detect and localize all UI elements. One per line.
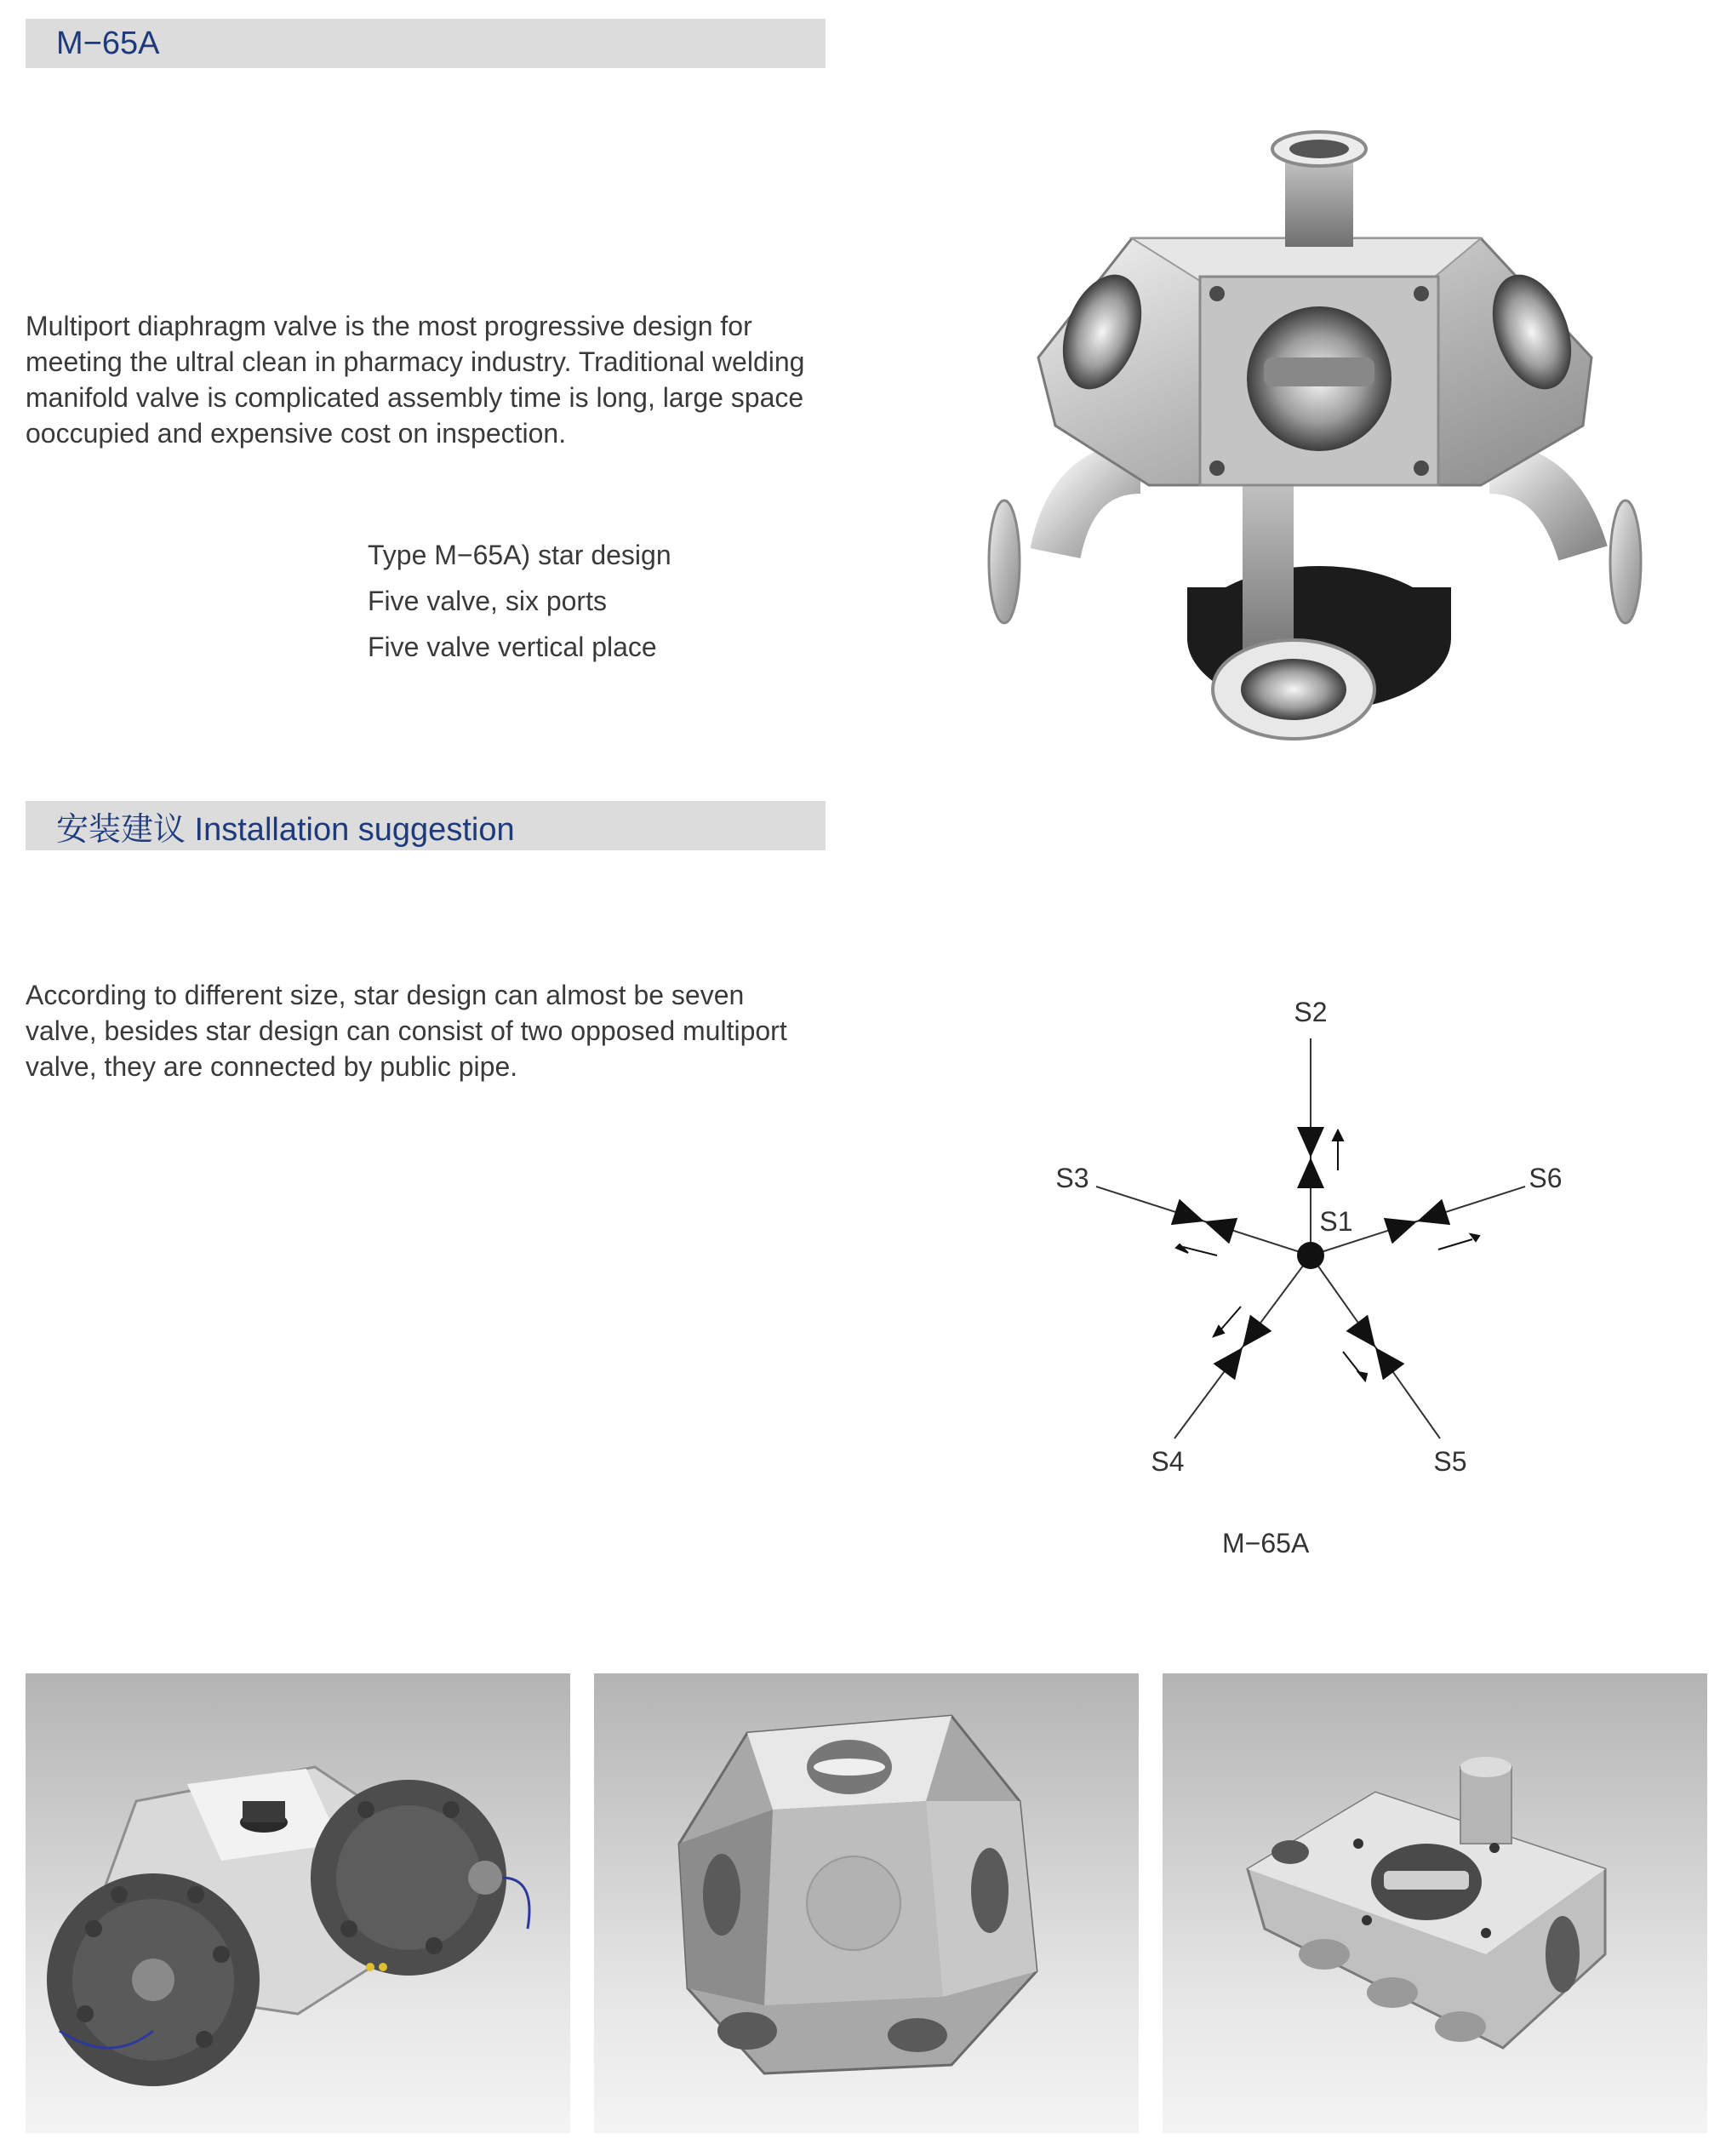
section-header-installation bbox=[26, 801, 826, 850]
diagram-caption: M−65A bbox=[1222, 1528, 1310, 1558]
section-title-model: M−65A bbox=[56, 25, 160, 61]
install-line: According to different size, star design can almost be seven bbox=[26, 980, 745, 1010]
manifold-body-image bbox=[1163, 1673, 1707, 2133]
intro-line: meeting the ultral clean in pharmacy industry. Traditional welding bbox=[26, 346, 805, 377]
product-render-manifold bbox=[1163, 1673, 1707, 2133]
installation-paragraph bbox=[26, 977, 843, 1084]
port-label-s5: S5 bbox=[1433, 1446, 1467, 1477]
feature-item: Five valve, six ports bbox=[368, 586, 607, 616]
valve-symbol-s5 bbox=[1346, 1315, 1405, 1381]
install-line: valve, they are connected by public pipe. bbox=[26, 1051, 518, 1082]
valve-with-actuators-image bbox=[26, 1673, 570, 2133]
pipe-line-s4 bbox=[1174, 1255, 1311, 1438]
port-label-s4: S4 bbox=[1151, 1446, 1185, 1477]
install-line: valve, besides star design can consist of two opposed multiport bbox=[26, 1015, 787, 1046]
central-node bbox=[1297, 1242, 1324, 1269]
intro-paragraph bbox=[26, 308, 843, 451]
flow-arrow-s4 bbox=[1219, 1307, 1241, 1332]
star-valve-diagram bbox=[1021, 979, 1600, 1507]
flow-arrow-s6 bbox=[1438, 1239, 1472, 1250]
feature-item: Five valve vertical place bbox=[368, 632, 657, 662]
port-label-s2: S2 bbox=[1294, 997, 1328, 1027]
port-label-s1: S1 bbox=[1319, 1206, 1353, 1237]
multiport-block-image bbox=[594, 1673, 1139, 2133]
flow-arrow-s3 bbox=[1183, 1247, 1217, 1255]
valve-symbol-s4 bbox=[1214, 1315, 1272, 1381]
valve-symbol-s6 bbox=[1384, 1199, 1450, 1244]
feature-list bbox=[368, 532, 671, 670]
product-render-actuators bbox=[26, 1673, 570, 2133]
valve-symbol-s2 bbox=[1297, 1127, 1324, 1188]
multiport-valve-photo bbox=[953, 111, 1651, 766]
valve-symbol-s3 bbox=[1171, 1199, 1237, 1244]
section-header-model bbox=[26, 19, 826, 68]
feature-item: Type M−65A) star design bbox=[368, 540, 671, 570]
intro-line: manifold valve is complicated assembly time is long, large space bbox=[26, 382, 804, 413]
product-render-block bbox=[594, 1673, 1139, 2133]
intro-line: ooccupied and expensive cost on inspection. bbox=[26, 418, 567, 449]
port-label-s6: S6 bbox=[1529, 1163, 1563, 1193]
pipe-line-s5 bbox=[1311, 1255, 1440, 1438]
port-label-s3: S3 bbox=[1055, 1163, 1089, 1193]
section-title-installation: 安装建议 Installation suggestion bbox=[56, 811, 515, 848]
intro-line: Multiport diaphragm valve is the most progressive design for bbox=[26, 311, 752, 341]
